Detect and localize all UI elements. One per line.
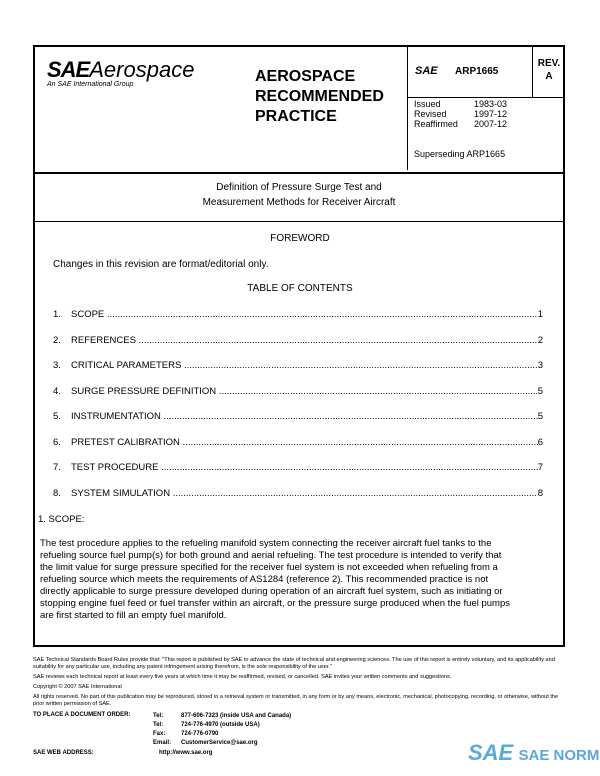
date-value: 2007-12 [474,119,508,129]
toc-entry[interactable] [53,335,543,346]
toc-label [71,437,538,448]
toc-heading: TABLE OF CONTENTS [247,283,353,294]
doc-type-line: AEROSPACE [255,68,356,85]
toc-label-text: TEST PROCEDURE [71,462,159,473]
document-title [35,172,563,210]
foreword-heading: FOREWORD [270,233,330,244]
contact-label: Tel: [153,722,164,728]
web-address[interactable]: http://www.sae.org [159,750,213,756]
doc-type-line: RECOMMENDED [255,88,384,105]
date-value: 1983-03 [474,99,508,109]
toc-number: 4. [53,385,61,397]
contact-value: CustomerService@sae.org [181,740,258,746]
toc-label-text: PRETEST CALIBRATION [71,436,180,448]
toc-entry[interactable] [53,360,543,371]
date-label: Reaffirmed [414,119,458,129]
toc-label [71,462,538,473]
superseding: Superseding ARP1665 [414,149,506,159]
toc-entry[interactable] [53,386,543,397]
watermark-mark: SAE [468,740,514,765]
rev-label: REV. [537,58,561,69]
toc-page: 7 [537,462,543,473]
toc-entry[interactable] [53,437,543,448]
logo-text: Aerospace [89,57,195,82]
toc-page: 2 [537,334,543,346]
date-label: Issued [414,99,441,109]
toc-label [71,335,538,346]
footer-rules: SAE Technical Standards Board Rules provide that: "This report is published by SAE to advance the state of technical and engineering sciences. The use of this report is entirely voluntary, and its applicability and suitability for any particular use, including any patent infringement arising therefrom, is the sole responsibility of the user." [33,657,555,670]
toc-number: 3. [53,360,61,371]
toc-page: 6 [537,436,543,448]
toc-label [71,309,538,320]
revision [533,57,565,83]
doc-type-line: PRACTICE [255,108,337,125]
contact-label: Fax: [153,731,166,737]
toc-number: 5. [53,411,61,422]
web-label: SAE WEB ADDRESS: [33,750,94,756]
toc-entry[interactable] [53,309,543,320]
contact-label: Tel: [153,713,164,719]
toc-entry[interactable] [53,411,543,422]
footer-copyright: Copyright © 2007 SAE International [33,684,122,690]
scope-text: The test procedure applies to the refueling manifold system connecting the receiver aircraft fuel tanks to the refueling source fuel pump(s) for both ground and aerial refueling. The test procedure is intended to verify that the limit value for surge pressure specified for the receiver fuel system is not exceeded when refueling from a refueling source which meets the requirements of AS1284 (reference 2). This recommended practice is not directly applicable to surge pressure developed during operation of an aircraft fuel system, such as initiating or stopping engine fuel feed or fuel transfer within an aircraft, or the pressure surge produced when the fuel pumps are first started to fill an empty fuel manifold. [40,538,510,621]
toc-number: 2. [53,334,61,346]
toc-label-text: CRITICAL PARAMETERS [71,360,182,371]
date-label: Revised [414,109,447,119]
sae-aerospace-logo [47,57,194,83]
tagline: An SAE International Group [47,81,134,88]
toc-number: 8. [53,487,61,499]
toc-label [71,386,538,397]
contact-value: 724-776-4970 (outside USA) [181,722,260,728]
toc-label-text: REFERENCES [71,334,136,346]
footer-review: SAE reviews each technical report at least every five years at which time it may be reaffirmed, revised, or cancelled. SAE invites your written comments and suggestions. [33,674,452,680]
date-value: 1997-12 [474,109,508,119]
toc-label-text: INSTRUMENTATION [71,411,161,422]
scope-heading: 1. SCOPE: [38,514,85,525]
toc-page: 8 [537,487,543,499]
foreword-text: Changes in this revision are format/editorial only. [53,259,269,270]
contact-label: Email: [153,740,172,746]
toc-label-text: SCOPE [71,309,105,320]
doc-number: ARP1665 [455,66,499,77]
toc-number: 6. [53,436,61,448]
contact-value: 724-776-0790 [181,731,219,737]
toc-entry[interactable] [53,462,543,473]
sae-norm-watermark [468,740,599,766]
rev-value: A [545,71,553,82]
toc-entry[interactable] [53,488,543,499]
title-line: Definition of Pressure Surge Test and [216,182,382,193]
sae-mark: SAE [415,65,438,77]
toc-number: 1. [53,309,61,320]
footer-rights: All rights reserved. No part of this publication may be reproduced, stored in a retrieval system or transmitted, in any form or by any means, electronic, mechanical, photocopying, recording, or otherwise, without the prior written permission of SAE. [33,694,559,707]
logo-bold: SAE [47,57,90,82]
toc-page: 5 [537,411,543,422]
toc-label [71,411,538,422]
dates [414,99,507,129]
toc-label-text: SYSTEM SIMULATION [71,487,171,499]
toc-number: 7. [53,462,61,473]
contact-value: 877-606-7323 (inside USA and Canada) [181,713,292,719]
document-type [255,67,384,127]
toc-page: 1 [537,309,543,320]
toc-label-text: SURGE PRESSURE DEFINITION [71,385,217,397]
toc-label [71,360,538,371]
contact-list [153,712,291,748]
toc-label [71,488,538,499]
title-line: Measurement Methods for Receiver Aircraft [202,197,396,208]
toc-page: 3 [537,360,543,371]
watermark-text: SAE NORM [518,747,600,764]
document-header [35,47,563,174]
order-label: TO PLACE A DOCUMENT ORDER: [33,712,131,718]
toc-page: 5 [537,385,543,397]
